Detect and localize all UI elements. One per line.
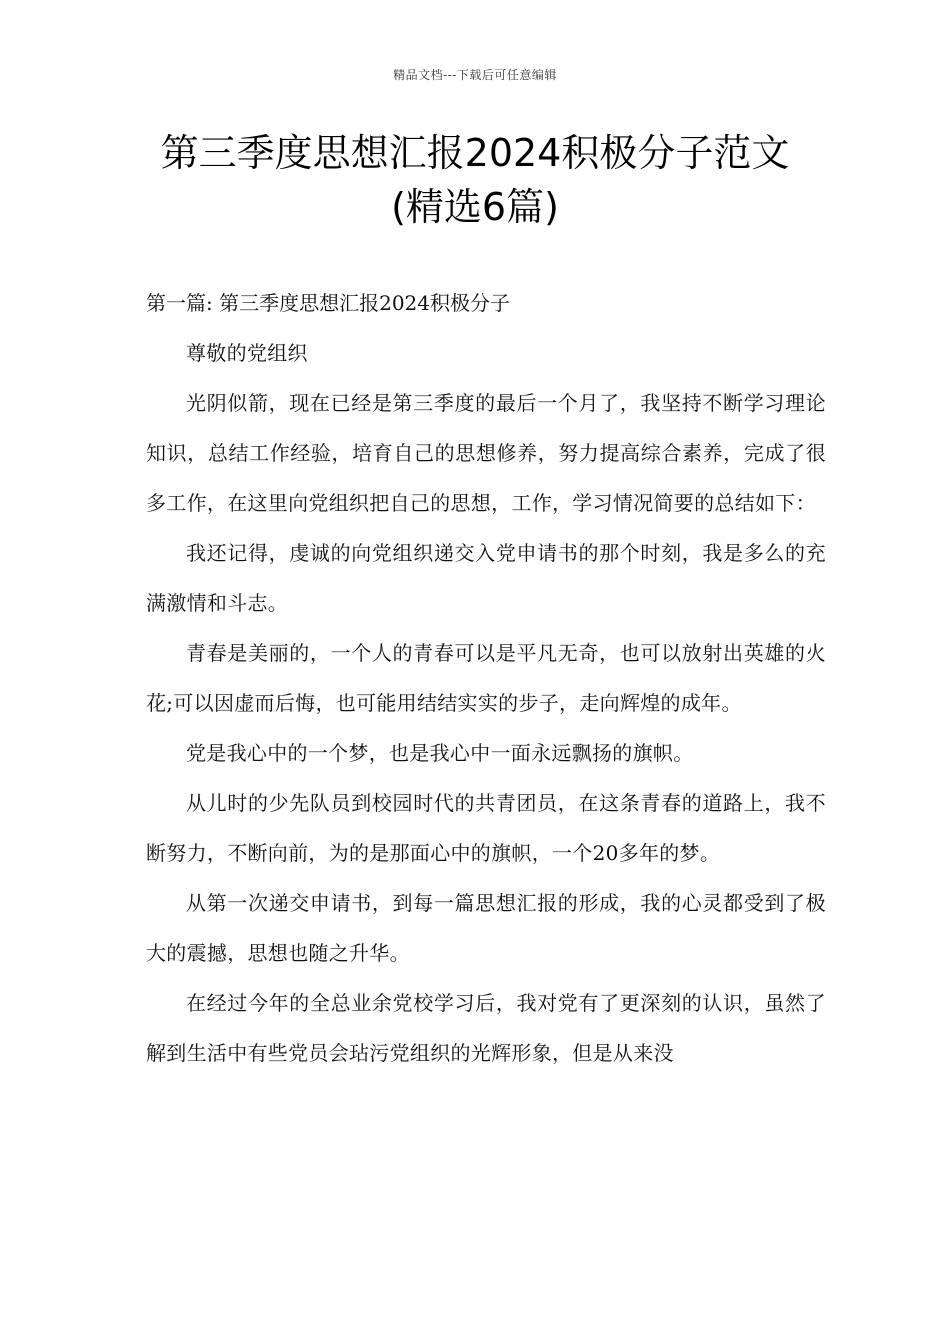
- paragraph: 党是我心中的一个梦，也是我心中一面永远飘扬的旗帜。: [186, 741, 694, 765]
- paragraph: 从第一次递交申请书，到每一篇思想汇报的形成，我的心灵都受到了极大的震撼，思想也随之升华。: [146, 891, 826, 965]
- header-note: 精品文档---下载后可任意编辑: [393, 68, 557, 82]
- document-title-line-2: (精选6篇): [391, 185, 559, 229]
- document-title: [100, 126, 850, 234]
- paragraph: 我还记得，虔诚的向党组织递交入党申请书的那个时刻，我是多么的充满激情和斗志。: [146, 541, 826, 615]
- section-heading: 第一篇: 第三季度思想汇报2024积极分子: [146, 291, 510, 315]
- document-title-line-1: 第三季度思想汇报2024积极分子范文: [160, 131, 790, 175]
- paragraph: 光阴似箭，现在已经是第三季度的最后一个月了，我坚持不断学习理论知识，总结工作经验，培育自己的思想修养，努力提高综合素养，完成了很多工作，在这里向党组织把自己的思想，工作，学习情况简要的总结如下：: [146, 391, 826, 515]
- paragraph: 从儿时的少先队员到校园时代的共青团员，在这条青春的道路上，我不断努力，不断向前，为的是那面心中的旗帜，一个20多年的梦。: [146, 791, 826, 865]
- paragraph: 青春是美丽的，一个人的青春可以是平凡无奇，也可以放射出英雄的火花;可以因虚而后悔，也可能用结结实实的步子，走向辉煌的成年。: [146, 641, 826, 715]
- paragraph: 在经过今年的全总业余党校学习后，我对党有了更深刻的认识，虽然了解到生活中有些党员会玷污党组织的光辉形象，但是从来没: [146, 991, 826, 1065]
- paragraph-salutation: 尊敬的党组织: [186, 341, 308, 365]
- document-body: [146, 278, 826, 1078]
